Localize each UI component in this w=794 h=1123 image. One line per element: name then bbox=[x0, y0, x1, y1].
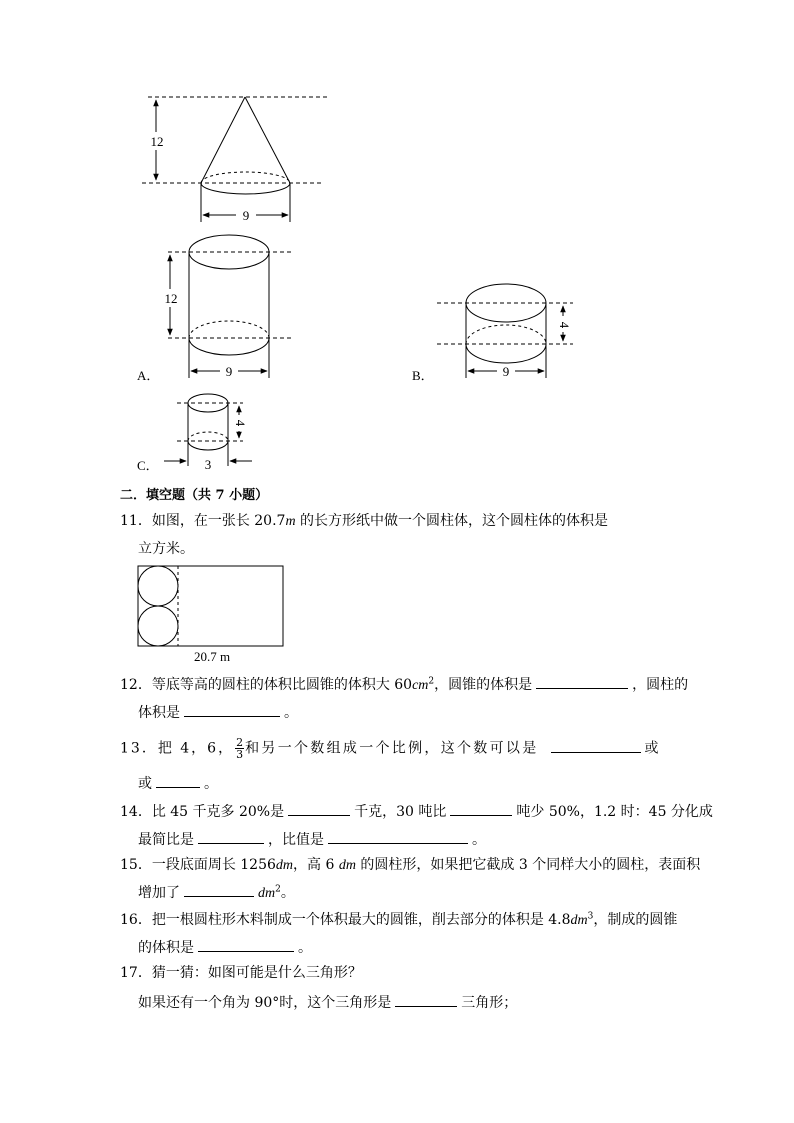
q13-frac-den: 3 bbox=[236, 748, 244, 761]
cylinder-a-height-label: 12 bbox=[164, 291, 178, 306]
q14-text-b: 千克，30 吨比 bbox=[354, 804, 447, 820]
q14-blank-3[interactable] bbox=[198, 829, 264, 844]
q15-text-d: 增加了 bbox=[138, 885, 180, 901]
question-16-line1 bbox=[120, 910, 677, 931]
q15-text-b: ，高 6 bbox=[293, 857, 339, 873]
q16-text-d: 。 bbox=[298, 940, 312, 956]
q11-unit: m bbox=[285, 514, 296, 529]
cone-diameter-label: 9 bbox=[242, 208, 250, 223]
q12-text-a: 12．等底等高的圆柱的体积比圆锥的体积大 60 bbox=[120, 677, 413, 693]
q15-unit-exp: 2 bbox=[275, 884, 281, 895]
q14-text-c: 吨少 50%，1.2 时：45 分化成 bbox=[516, 804, 713, 820]
question-15-line2 bbox=[138, 882, 295, 904]
q13-text-a: 13．把 4，6， bbox=[120, 740, 235, 757]
q12-text-b: ，圆锥的体积是 bbox=[434, 677, 533, 693]
q13-text-e: 。 bbox=[204, 776, 218, 792]
q15-text-c: 的圆柱形，如果把它截成 3 个同样大小的圆柱，表面积 bbox=[355, 857, 701, 873]
q12-text-c: ，圆柱的 bbox=[632, 677, 689, 693]
question-13-line2 bbox=[138, 773, 218, 794]
question-17-line2 bbox=[138, 992, 517, 1013]
q16-text-a: 16．把一根圆柱形木料制成一个体积最大的圆锥，削去部分的体积是 4.8 bbox=[120, 912, 571, 928]
q14-text-e: ，比值是 bbox=[268, 832, 324, 848]
q16-text-b: ，制成的圆锥 bbox=[593, 912, 678, 928]
question-14-line2 bbox=[138, 829, 486, 850]
q14-blank-1[interactable] bbox=[288, 801, 350, 816]
q12-blank-cylinder[interactable] bbox=[184, 702, 280, 717]
q16-blank[interactable] bbox=[198, 937, 294, 952]
q13-blank-1[interactable] bbox=[551, 738, 641, 753]
q11-line2: 立方米。 bbox=[138, 541, 194, 557]
option-a-letter: A． bbox=[137, 368, 160, 383]
q12-text-e: 。 bbox=[284, 705, 298, 721]
q12-blank-cone[interactable] bbox=[536, 674, 628, 689]
q12-unit-exp: 2 bbox=[428, 676, 435, 687]
option-b-letter: B． bbox=[412, 368, 434, 383]
section-title: 二．填空题（共 7 小题） bbox=[120, 488, 269, 503]
q15-unit-3: dm bbox=[258, 886, 276, 901]
question-17-line1: 17．猜一猜：如图可能是什么三角形？ bbox=[120, 965, 362, 981]
cylinder-a-figure bbox=[168, 235, 293, 378]
q17-text-a: 如果还有一个角为 90°时，这个三角形是 bbox=[138, 995, 392, 1011]
q13-text-d: 或 bbox=[138, 776, 152, 792]
question-15-line1 bbox=[120, 855, 700, 876]
q11-figure-label: 20.7 m bbox=[193, 649, 231, 664]
question-11-line1 bbox=[120, 511, 608, 532]
q11-figure bbox=[130, 560, 300, 670]
cylinder-b-height-label: 4 bbox=[557, 321, 573, 329]
q15-text-e: 。 bbox=[280, 885, 295, 901]
q16-unit-exp: 3 bbox=[587, 911, 594, 922]
q11-text-a: 11．如图，在一张长 20.7 bbox=[120, 513, 286, 529]
q15-unit-1: dm bbox=[275, 858, 294, 873]
q15-text-a: 15．一段底面周长 1256 bbox=[120, 857, 276, 873]
q14-blank-4[interactable] bbox=[328, 829, 468, 844]
q13-fraction bbox=[235, 737, 244, 760]
q17-blank[interactable] bbox=[395, 992, 457, 1007]
q13-blank-2[interactable] bbox=[156, 773, 200, 788]
question-12-line2 bbox=[138, 702, 298, 723]
cylinder-c-height-label: 4 bbox=[233, 419, 249, 427]
cylinder-a-diameter-label: 9 bbox=[225, 364, 233, 379]
question-14-line1 bbox=[120, 801, 713, 822]
cone-height-label: 12 bbox=[150, 134, 164, 149]
question-13-line1 bbox=[120, 737, 659, 760]
q12-text-d: 体积是 bbox=[138, 705, 180, 721]
cylinder-b-diameter-label: 9 bbox=[502, 364, 510, 379]
q15-unit-2: dm bbox=[338, 858, 356, 873]
q11-text-b: 的长方形纸中做一个圆柱体，这个圆柱体的体积是 bbox=[295, 513, 609, 529]
q12-unit: cm bbox=[412, 678, 429, 693]
q13-text-c: 或 bbox=[644, 740, 659, 757]
q16-unit: dm bbox=[570, 913, 588, 928]
cylinder-c-diameter-label: 3 bbox=[204, 457, 212, 472]
q13-frac-num: 2 bbox=[236, 736, 244, 749]
q15-blank[interactable] bbox=[184, 882, 254, 897]
q16-text-c: 的体积是 bbox=[138, 940, 194, 956]
q17-text-b: 三角形； bbox=[461, 995, 518, 1011]
cone-figure bbox=[142, 97, 328, 222]
question-12-line1 bbox=[120, 674, 688, 696]
q14-blank-2[interactable] bbox=[450, 801, 512, 816]
q14-text-a: 14．比 45 千克多 20%是 bbox=[120, 804, 285, 820]
q14-text-f: 。 bbox=[472, 832, 486, 848]
q13-text-b: 和另一个数组成一个比例，这个数可以是 bbox=[245, 740, 539, 757]
option-c-letter: C． bbox=[137, 458, 159, 473]
question-16-line2 bbox=[138, 937, 312, 958]
q14-text-d: 最简比是 bbox=[138, 832, 194, 848]
geometry-figures bbox=[0, 0, 794, 480]
